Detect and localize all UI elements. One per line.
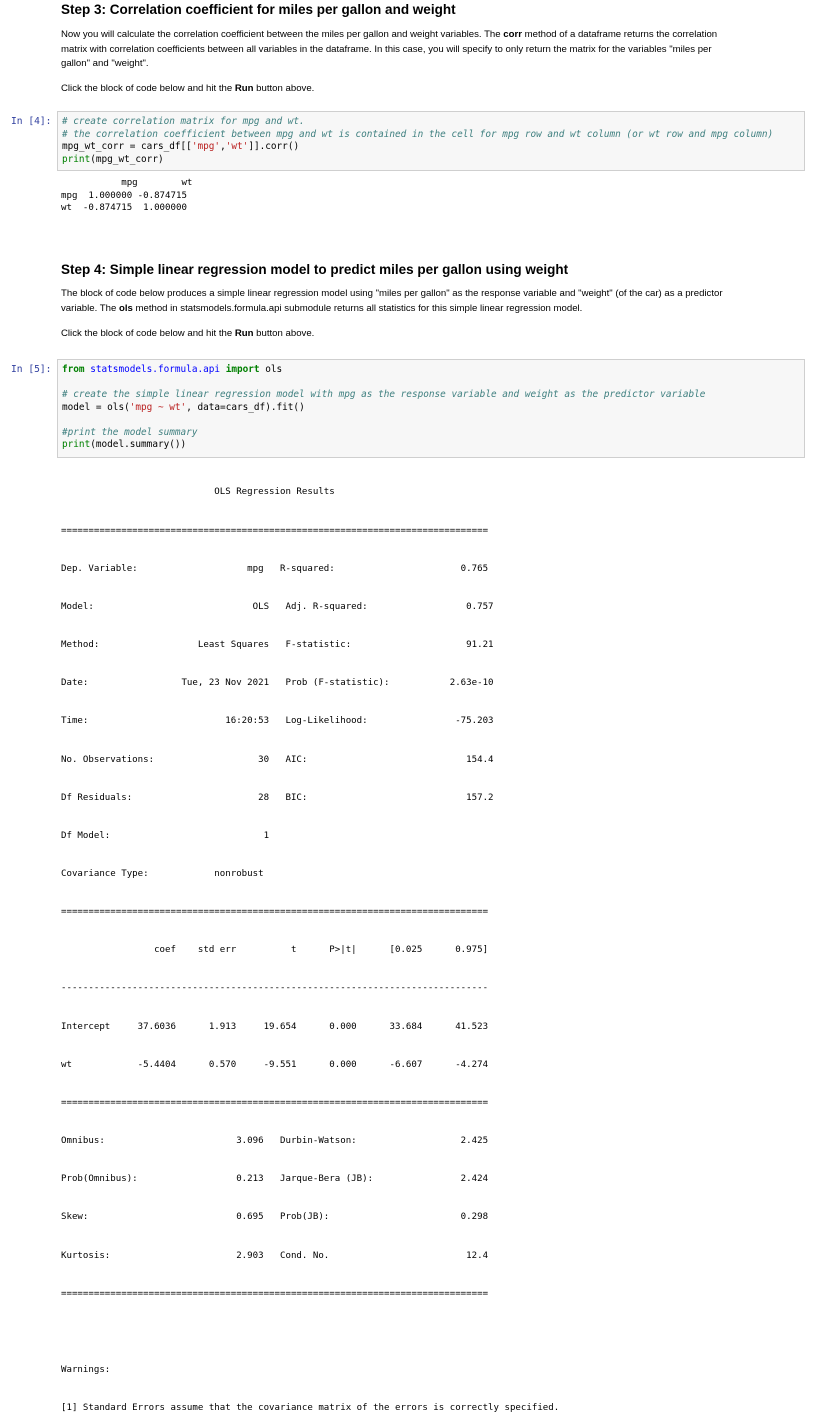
cell4-print: print: [62, 153, 91, 165]
ols-line: Prob(Omnibus): 0.213 Jarque-Bera (JB): 2.424: [61, 1174, 489, 1185]
ols-line: Dep. Variable: mpg R-squared: 0.765: [61, 563, 489, 574]
cell5-line4: #print the model summary: [62, 426, 198, 438]
cell4-expr1: cars_df[[: [141, 141, 192, 152]
ols-line: Model: OLS Adj. R-squared: 0.757: [61, 601, 494, 612]
ols-line: [61, 1326, 559, 1339]
step3-paragraph: [61, 28, 801, 72]
cell4-prompt: In [4]:: [11, 116, 52, 127]
step4-instr-a: Click the block of code below and hit the: [61, 328, 235, 339]
cell4-var: mpg_wt_corr: [62, 141, 125, 152]
cell4-eq: =: [124, 141, 142, 152]
ols-summary-output: [61, 461, 559, 1428]
ols-line: ==============================================================================: [61, 907, 489, 918]
step3-text-bold: corr: [503, 29, 522, 40]
ols-line: Time: 16:20:53 Log-Likelihood: -75.203: [61, 716, 494, 727]
step3-heading: Step 3: Correlation coefficient for miles per gallon and weight: [61, 2, 456, 17]
cell5-code-editor[interactable]: [57, 359, 805, 458]
step4-instruction: [61, 327, 801, 342]
ols-line: Date: Tue, 23 Nov 2021 Prob (F-statistic): 2.63e-10: [61, 678, 494, 689]
step4-heading: Step 4: Simple linear regression model to predict miles per gallon using weight: [61, 262, 569, 277]
cell4-str1: 'mpg': [191, 141, 221, 152]
step3-instr-run: Run: [234, 82, 254, 94]
step3-markdown-cell[interactable]: [61, 2, 801, 96]
step3-instr-c: button above.: [253, 82, 315, 94]
step4-markdown-cell[interactable]: [61, 262, 801, 342]
ols-line: ==============================================================================: [61, 525, 489, 536]
step4-instr-run: Run: [234, 328, 254, 339]
cell4-code-editor[interactable]: [57, 111, 805, 171]
cell4-line1: # create correlation matrix for mpg and wt.: [62, 116, 305, 127]
step3-instr-a: Click the block of code below and hit the: [61, 82, 235, 94]
ols-line: Skew: 0.695 Prob(JB): 0.298: [61, 1212, 489, 1223]
cell5-print-args: (model.summary()): [90, 439, 187, 450]
ols-line: Df Residuals: 28 BIC: 157.2: [61, 792, 494, 803]
cell5-import-kw: import: [225, 364, 260, 375]
cell5-blank1: [62, 377, 800, 390]
ols-line: Covariance Type: nonrobust: [61, 868, 489, 879]
ols-line: No. Observations: 30 AIC: 154.4: [61, 754, 494, 765]
cell5-blank2: [62, 414, 800, 427]
cell5-line1: [62, 364, 800, 377]
cell4-expr2: ]].corr(): [248, 141, 300, 152]
cell4-comma: ,: [220, 141, 226, 152]
ols-line: ------------------------------------------------------------------------------: [61, 983, 489, 994]
step3-text-c: method of a dataframe returns the correlation: [521, 29, 718, 40]
cell4-line2: # the correlation coefficient between mpg and wt is contained in the cell for mpg row and wt column (or wt row and mpg column): [62, 128, 774, 140]
cell4-line3: [62, 141, 800, 154]
ols-line: ==============================================================================: [61, 1288, 489, 1299]
ols-line: coef std err t P>|t| [0.025 0.975]: [61, 945, 489, 956]
cell5-model-rest: , data=cars_df).fit(): [186, 401, 305, 413]
step4-text-bold: ols: [118, 302, 133, 314]
step3-text-line3: gallon" and "weight".: [61, 58, 149, 69]
cell5-print: print: [62, 439, 91, 450]
cell5-line3: [62, 402, 800, 415]
step3-text-line2: matrix with correlation coefficients between all variables in the dataframe. In this case, you will specify to only return the matrix for the variables "miles per: [61, 43, 712, 55]
step4-paragraph: [61, 287, 801, 316]
ols-line: Omnibus: 3.096 Durbin-Watson: 2.425: [61, 1136, 489, 1147]
ols-line: [1] Standard Errors assume that the covariance matrix of the errors is correctly specified.: [61, 1403, 560, 1414]
ols-line: ==============================================================================: [61, 1097, 489, 1108]
ols-line: OLS Regression Results: [61, 487, 489, 498]
ols-line: Warnings:: [61, 1365, 111, 1375]
cell4-print-args: (mpg_wt_corr): [90, 153, 164, 165]
step4-text-c: method in statsmodels.formula.api submodule returns all statistics for this simple linear regression model.: [132, 302, 583, 314]
ols-line: Df Model: 1: [61, 830, 494, 841]
ols-line: Kurtosis: 2.903 Cond. No. 12.4: [61, 1250, 489, 1261]
step4-text-a: variable. The: [61, 302, 119, 314]
step4-instr-c: button above.: [253, 328, 315, 339]
cell5-module: statsmodels.formula.api: [84, 364, 226, 375]
cell5-model-assign: model = ols(: [62, 401, 130, 413]
cell4-output: mpg wt mpg 1.000000 -0.874715 wt -0.874715 1.000000: [61, 178, 193, 214]
cell4-line4: [62, 154, 800, 167]
cell5-line5: [62, 439, 800, 452]
cell4-str2: 'wt': [225, 141, 249, 152]
cell5-formula-str: 'mpg ~ wt': [129, 401, 187, 413]
cell5-prompt: In [5]:: [11, 364, 52, 375]
cell5-from-kw: from: [62, 364, 85, 375]
step4-text-line1: The block of code below produces a simple linear regression model using "miles per gallon" as the response variable and "weight" (of the car) as a predictor: [61, 288, 723, 299]
step3-text-a: Now you will calculate the correlation coefficient between the miles per gallon and weight variables. The: [61, 29, 504, 40]
cell5-line2: # create the simple linear regression model with mpg as the response variable and weight as the predictor variable: [62, 389, 706, 400]
ols-line: Method: Least Squares F-statistic: 91.21: [61, 640, 494, 651]
ols-line: wt -5.4404 0.570 -9.551 0.000 -6.607 -4.274: [61, 1059, 489, 1070]
ols-line: Intercept 37.6036 1.913 19.654 0.000 33.684 41.523: [61, 1021, 489, 1032]
cell5-import-name: ols: [259, 364, 283, 375]
step3-instruction: [61, 82, 801, 97]
